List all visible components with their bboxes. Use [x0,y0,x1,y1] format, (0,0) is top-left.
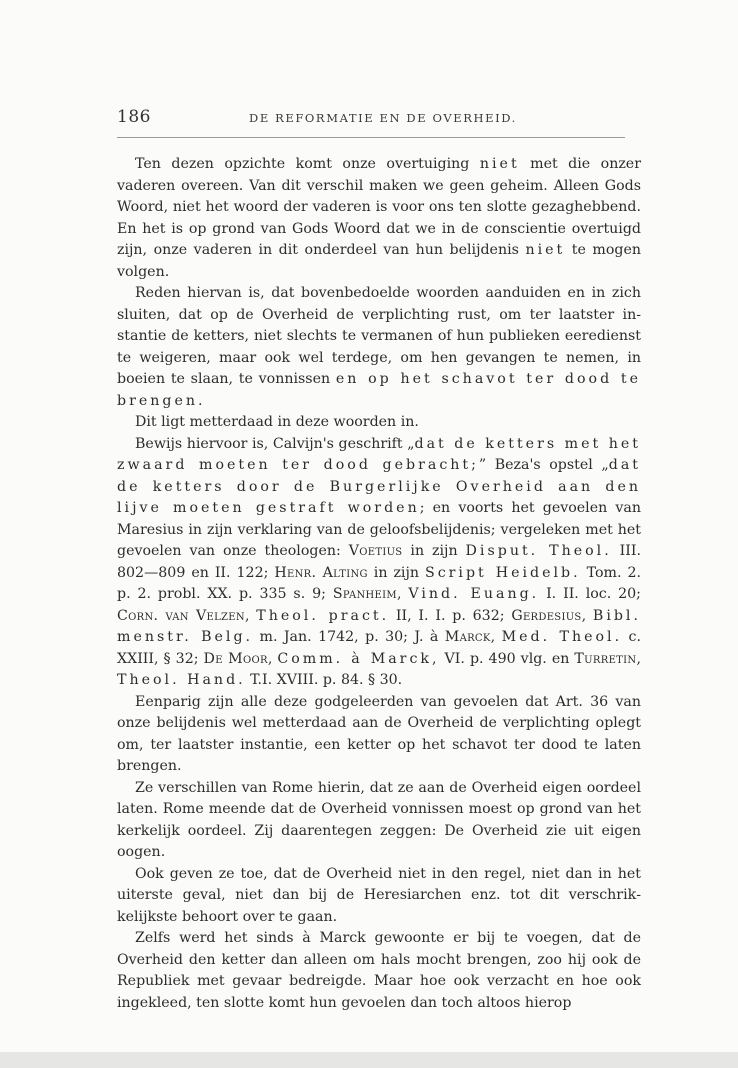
text-run: m. Jan. 1742, p. 30; J. à [253,629,445,645]
paragraph [117,692,641,778]
spaced-emphasis: niet [525,242,566,258]
text-run: in zijn [402,543,466,559]
text-run: I. II. loc. 20; [539,586,641,602]
spaced-emphasis: Disput. Theol. [465,543,612,559]
text-run: Bewijs hiervoor is, Calvijn's geschrift „ [135,435,415,452]
author-name: Corn. van Velzen [117,607,245,624]
text-run: te mogen volgen. [117,242,641,280]
page-number: 186 [117,107,151,127]
paragraph [117,412,641,434]
text-run: Ten dezen opzichte komt onze overtuiging [135,156,480,172]
spaced-emphasis: niet [479,156,520,172]
text-run: VI. p. 490 vlg. en [439,650,575,667]
author-name: Spanheim [332,586,397,602]
spaced-emphasis: en op het schavot ter dood te brengen. [117,371,641,409]
text-run: T.I. XVIII. p. 84. § 30. [245,672,403,688]
spaced-emphasis: Vind. Euang. [408,586,540,602]
paragraph [117,434,641,692]
paragraph [117,778,641,864]
text-run: Ze verschillen van Rome hierin, dat ze aan de Overheid eigen oordeel laten. Rome meende dat de Overheid vonnissen moest op grond van het kerkelijk oordeel. Zij daarentegen zeggen: De Overheid zie uit eigen oogen. [117,779,641,860]
paragraph [117,283,641,412]
text-run: III. 802—809 en II. 122; [117,543,641,581]
text-run: , [490,629,502,645]
text-run: Zelfs werd het sinds à Marck gewoonte er bij te voegen, dat de Overheid den ketter dan alleen om hals mocht brengen, zoo hij ook de Republiek met gevaar bedreigde. Maar hoe ook verzacht en hoe ook ingekleed, ten slotte komt hun gevoelen dan toch altoos hierop [117,930,641,1011]
spaced-emphasis: Theol. Hand. [117,672,246,688]
spaced-emphasis: Comm. à Marck, [277,650,440,667]
running-head: DE REFORMATIE EN DE OVERHEID. [249,111,517,125]
text-run: , [267,650,278,667]
author-name: De Moor [203,650,268,667]
spaced-emphasis: dat de ketters met het zwaard moeten ter dood gebracht; [117,435,641,473]
text-run: ” Beza's opstel „ [478,457,609,473]
author-name: Henr. Alting [274,564,368,581]
text-run: in zijn [367,564,425,581]
spaced-emphasis: Script Heidelb. [424,564,581,581]
text-run: II, I. I. p. 632; [389,607,512,624]
author-name: Marck [444,629,491,645]
text-run: Dit ligt metterdaad in deze woorden in. [135,414,419,430]
page-header [117,107,625,138]
spaced-emphasis: Theol. pract. [256,607,390,624]
paragraph [117,928,641,1014]
text-run: , [636,650,641,667]
paragraph [117,864,641,929]
paragraph [117,154,641,283]
text-run: , [244,607,257,624]
spaced-emphasis: Bibl. menstr. Belg. [117,607,641,645]
author-name: Gerdesius [511,607,582,624]
text-run: Tom. 2. p. 2. probl. XX. p. 335 s. 9; [117,564,641,602]
text-run: Eenparig zijn alle deze godgeleerden van gevoelen dat Art. 36 van onze belijdenis wel metterdaad aan de Overheid de verplichting oplegt om, ter laatster instantie, een ketter op het schavot ter dood te laten brengen. [117,693,641,774]
text-run: Reden hiervan is, dat bovenbedoelde woorden aanduiden en in zich sluiten, dat op de Overheid de verplichting rust, om ter laatster instantie de ketters, niet slechts te vermanen of hun publieken eeredienst te weigeren, maar ook wel terdege, om hen gevangen te nemen, in boeien te slaan, te vonnissen [117,285,641,387]
page-bottom-edge [0,1052,738,1068]
text-run: ; en voorts het gevoelen van Maresius in zijn verklaring van de geloofsbelijdenis; vergeleken met het gevoelen van onze theologen: [117,500,642,559]
text-run: met die onzer vaderen overeen. Van dit verschil maken we geen geheim. Alleen Gods Woord, niet het woord der vaderen is voor ons ten slotte gezaghebbend. En het is op grond van Gods Woord dat we in de conscientie overtuigd zijn, onze vaderen in dit onderdeel van hun belijdenis [117,156,641,258]
text-run: Ook geven ze toe, dat de Overheid niet in den regel, niet dan in het uiterste geval, niet dan bij de Heresiarchen enz. tot dit verschrikkelijkste behoort over te gaan. [117,865,641,925]
body-text [117,154,641,1014]
text-run: , [396,586,409,602]
text-run: c. XXIII, § 32; [117,629,641,667]
author-name: Voetius [348,543,403,559]
text-run: , [581,607,593,624]
spaced-emphasis: dat de ketters door de Burgerlijke Overheid aan den lijve moeten gestraft worden [117,457,641,516]
author-name: Turretin [574,650,637,667]
spaced-emphasis: Med. Theol. [501,629,623,645]
